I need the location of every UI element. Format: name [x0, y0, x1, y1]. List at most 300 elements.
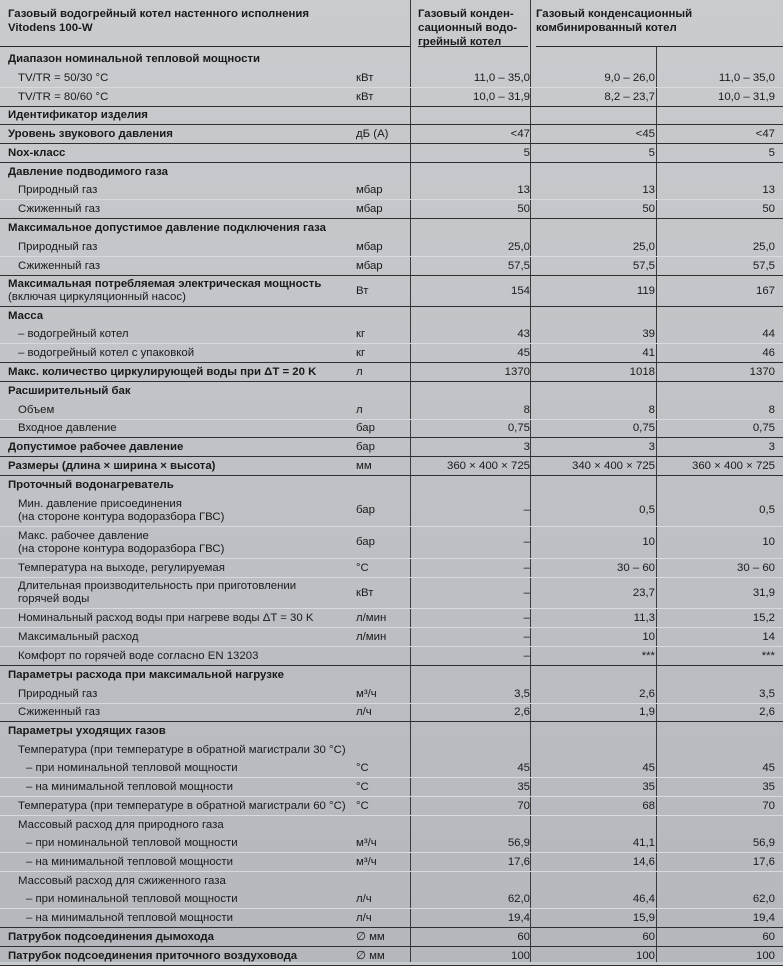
- row-label: [8, 559, 348, 577]
- value-combi-2: 10: [762, 536, 775, 548]
- table-row: [0, 257, 783, 276]
- value-condensing: 1370: [504, 365, 530, 378]
- row-unit: [356, 722, 416, 741]
- row-label: [8, 382, 348, 401]
- value-combi-2: 13: [762, 184, 775, 196]
- table-row: [0, 495, 783, 527]
- value-combi-2: [661, 476, 775, 495]
- header-col2-line2: сационный водо-: [418, 22, 518, 34]
- table-row: [0, 182, 783, 200]
- row-label: [8, 853, 348, 871]
- row-unit: °С: [356, 799, 369, 812]
- table-row: [0, 219, 783, 238]
- row-label-text: Патрубок подсоединения приточного воздуховода: [8, 949, 298, 962]
- row-unit: [356, 476, 416, 495]
- value-combi-2: [661, 816, 775, 834]
- row-unit: [356, 163, 416, 182]
- value-combi-2: ***: [761, 649, 775, 662]
- value-combi-2: 100: [755, 949, 775, 962]
- table-row: [0, 890, 783, 909]
- value-combi-2: 45: [762, 761, 775, 774]
- table-row: [0, 163, 783, 182]
- row-label: [8, 182, 348, 199]
- value-combi-1: 0,5: [639, 504, 655, 516]
- value-combi-1: 41: [642, 346, 655, 359]
- value-combi-1: 100: [635, 949, 655, 962]
- table-row: [0, 88, 783, 107]
- value-condensing: 56,9: [507, 836, 530, 849]
- value-condensing: [418, 741, 530, 759]
- row-unit: кВт: [356, 71, 374, 84]
- row-label: [8, 420, 348, 437]
- row-label: [8, 125, 348, 143]
- value-combi-2: 35: [762, 780, 775, 793]
- value-condensing: 13: [517, 184, 530, 196]
- value-condensing: 70: [517, 799, 530, 812]
- row-label: [8, 219, 348, 238]
- row-unit: [356, 50, 416, 69]
- value-condensing: –: [523, 586, 530, 599]
- table-row: [0, 420, 783, 438]
- value-condensing: –: [523, 504, 530, 516]
- value-combi-2: 2,6: [759, 706, 775, 718]
- row-unit: [356, 107, 416, 124]
- value-combi-1: 8,2 – 23,7: [604, 90, 655, 103]
- row-unit: [356, 307, 416, 325]
- row-unit: м³/ч: [356, 855, 377, 868]
- row-unit: °С: [356, 561, 369, 574]
- header-col3-line2: комбинированный котел: [536, 22, 677, 34]
- value-combi-1: [535, 476, 655, 495]
- row-label: [8, 50, 348, 69]
- table-row: [0, 872, 783, 890]
- row-label: [8, 363, 348, 381]
- table-row: [0, 200, 783, 219]
- table-row: [0, 238, 783, 257]
- value-combi-2: 70: [762, 799, 775, 812]
- table-row: [0, 741, 783, 759]
- value-condensing: 45: [517, 761, 530, 774]
- row-unit: [356, 666, 416, 685]
- table-row: [0, 457, 783, 476]
- row-label-text: Допустимое рабочее давление: [8, 440, 184, 453]
- row-label-text: – водогрейный котел: [18, 327, 129, 340]
- value-condensing: –: [523, 611, 530, 624]
- row-label-line2: (на стороне контура водоразбора ГВС): [18, 510, 225, 523]
- row-unit: м³/ч: [356, 687, 377, 700]
- row-unit: мбар: [356, 184, 383, 196]
- row-unit: Вт: [356, 284, 369, 297]
- value-combi-2: 8: [768, 403, 775, 416]
- row-label-text: Проточный водонагреватель: [8, 479, 174, 491]
- row-label: [8, 778, 348, 796]
- value-combi-1: [535, 382, 655, 401]
- table-row: [0, 50, 783, 69]
- value-condensing: 100: [510, 949, 530, 962]
- row-label: [8, 704, 348, 721]
- value-combi-2: 10,0 – 31,9: [717, 90, 775, 103]
- value-combi-1: 57,5: [632, 259, 655, 272]
- value-condensing: [418, 107, 530, 124]
- value-combi-1: 25,0: [632, 240, 655, 253]
- value-combi-2: 31,9: [752, 586, 775, 599]
- value-combi-2: 30 – 60: [736, 561, 775, 574]
- value-condensing: 0,75: [507, 422, 530, 434]
- row-unit: [356, 647, 416, 665]
- value-condensing: [418, 722, 530, 741]
- row-label-text: Идентификатор изделия: [8, 109, 148, 121]
- table-row: [0, 909, 783, 928]
- row-label: [8, 163, 348, 182]
- header-col3-line1: Газовый конденсационный: [536, 8, 693, 20]
- table-row: [0, 609, 783, 628]
- value-condensing: 11,0 – 35,0: [473, 71, 530, 84]
- value-condensing: [418, 476, 530, 495]
- value-condensing: 17,6: [507, 855, 530, 868]
- row-unit: бар: [356, 422, 375, 434]
- value-combi-2: 57,5: [752, 259, 775, 272]
- row-label-text: Nox-класс: [8, 146, 66, 159]
- header-col2-line1: Газовый конден-: [418, 8, 514, 20]
- row-label-text: Максимальное допустимое давление подключения газа: [8, 222, 327, 234]
- row-label: [8, 647, 348, 665]
- value-combi-1: 10: [642, 536, 655, 548]
- row-unit: [356, 741, 416, 759]
- row-label: [8, 890, 348, 908]
- table-row: [0, 834, 783, 853]
- row-label-line2: (включая циркуляционный насос): [8, 291, 186, 303]
- header-underline: [0, 46, 410, 47]
- value-combi-2: [661, 107, 775, 124]
- row-unit: мбар: [356, 259, 383, 272]
- value-combi-2: 15,2: [752, 611, 775, 624]
- value-condensing: 19,4: [507, 911, 530, 924]
- row-label: [8, 928, 348, 946]
- value-condensing: 45: [517, 346, 530, 359]
- table-row: [0, 125, 783, 144]
- row-label: [8, 200, 348, 218]
- value-combi-1: 119: [636, 284, 655, 297]
- row-label: [8, 107, 348, 124]
- value-condensing: 360 × 400 × 725: [447, 459, 530, 472]
- row-label: [8, 257, 348, 275]
- value-combi-1: [535, 872, 655, 890]
- value-combi-2: 1370: [749, 365, 775, 378]
- row-label: [8, 344, 348, 362]
- row-label-text: Природный газ: [18, 687, 98, 700]
- row-label: [8, 401, 348, 419]
- row-label: [8, 88, 348, 106]
- value-combi-2: 50: [762, 202, 775, 215]
- value-condensing: [418, 382, 530, 401]
- row-label-text: Размеры (длина × ширина × высота): [8, 459, 216, 472]
- row-unit: кг: [356, 346, 366, 359]
- row-label: [8, 578, 348, 608]
- value-condensing: 3: [523, 440, 530, 453]
- value-combi-1: 45: [642, 761, 655, 774]
- value-combi-2: 0,75: [752, 422, 775, 434]
- row-label-text: Параметры расхода при максимальной нагрузке: [8, 669, 284, 681]
- row-label-line1: Максимальная потребляемая электрическая мощность: [8, 278, 322, 290]
- row-label-text: Природный газ: [18, 240, 98, 253]
- value-combi-1: 0,75: [632, 422, 655, 434]
- value-combi-1: [535, 741, 655, 759]
- row-label-text: – при номинальной тепловой мощности: [26, 892, 238, 905]
- row-label-text: Температура (при температуре в обратной магистрали 60 °С): [18, 799, 346, 812]
- value-condensing: –: [523, 561, 530, 574]
- row-unit: [356, 872, 416, 890]
- table-row: [0, 325, 783, 344]
- value-combi-1: 2,6: [639, 687, 655, 700]
- value-combi-1: 3: [648, 440, 655, 453]
- value-combi-1: [535, 163, 655, 182]
- row-label-text: Сжиженный газ: [18, 706, 101, 718]
- value-condensing: –: [523, 536, 530, 548]
- value-combi-2: [661, 50, 775, 69]
- value-combi-2: 11,0 – 35,0: [718, 71, 775, 84]
- value-condensing: [418, 163, 530, 182]
- value-combi-1: [535, 50, 655, 69]
- table-row: [0, 578, 783, 609]
- value-combi-1: [535, 307, 655, 325]
- row-label-text: Природный газ: [18, 184, 98, 196]
- row-label: [8, 238, 348, 256]
- value-combi-2: [661, 722, 775, 741]
- table-row: [0, 307, 783, 325]
- value-condensing: 10,0 – 31,9: [472, 90, 530, 103]
- value-condensing: –: [523, 630, 530, 643]
- value-condensing: [418, 666, 530, 685]
- table-row: [0, 344, 783, 363]
- value-combi-2: 5: [768, 146, 775, 159]
- value-combi-1: 46,4: [632, 892, 655, 905]
- row-label-text: Объем: [18, 403, 55, 416]
- row-label: [8, 527, 348, 558]
- row-unit: °С: [356, 761, 369, 774]
- value-combi-1: 50: [642, 202, 655, 215]
- value-combi-2: 14: [762, 630, 775, 643]
- table-row: [0, 947, 783, 966]
- row-label: [8, 325, 348, 343]
- value-condensing: 8: [523, 403, 530, 416]
- value-combi-1: 13: [642, 184, 655, 196]
- row-label: [8, 947, 348, 965]
- table-row: [0, 69, 783, 88]
- row-label-text: Номинальный расход воды при нагреве воды ΔT = 30 K: [18, 611, 314, 624]
- row-label-text: Температура на выходе, регулируемая: [18, 561, 225, 574]
- row-label-text: Давление подводимого газа: [8, 166, 168, 178]
- row-unit: л/ч: [356, 892, 372, 905]
- row-label: [8, 666, 348, 685]
- row-unit: ∅ мм: [356, 930, 385, 943]
- value-combi-1: [535, 816, 655, 834]
- value-combi-1: [535, 107, 655, 124]
- value-combi-1: [535, 722, 655, 741]
- value-combi-1: 1,9: [639, 706, 655, 718]
- value-combi-1: 9,0 – 26,0: [604, 71, 655, 84]
- row-unit: [356, 382, 416, 401]
- row-label: [8, 741, 348, 759]
- row-label-text: Комфорт по горячей воде согласно EN 13203: [18, 649, 259, 662]
- table-row: [0, 438, 783, 457]
- row-label: [8, 759, 348, 777]
- table-row: [0, 527, 783, 559]
- value-condensing: [418, 50, 530, 69]
- value-condensing: 60: [517, 930, 530, 943]
- value-combi-1: 30 – 60: [616, 561, 655, 574]
- row-label: [8, 722, 348, 741]
- value-combi-1: 340 × 400 × 725: [572, 459, 655, 472]
- value-combi-2: 3,5: [759, 687, 775, 700]
- row-label-text: – на минимальной тепловой мощности: [26, 911, 233, 924]
- value-combi-2: 46: [762, 346, 775, 359]
- table-row: [0, 853, 783, 872]
- table-row: [0, 722, 783, 741]
- value-combi-1: 39: [642, 327, 655, 340]
- row-label-line1: Длительная производительность при приготовлении: [18, 580, 297, 592]
- value-condensing: 50: [517, 202, 530, 215]
- value-condensing: [418, 872, 530, 890]
- table-row: [0, 628, 783, 647]
- table-row: [0, 685, 783, 704]
- row-label-text: Масса: [8, 309, 44, 322]
- value-combi-1: 8: [648, 403, 655, 416]
- value-combi-2: 56,9: [752, 836, 775, 849]
- value-combi-1: 68: [642, 799, 655, 812]
- value-condensing: 35: [517, 780, 530, 793]
- row-label: [8, 144, 348, 162]
- row-unit: кг: [356, 327, 366, 340]
- row-unit: м³/ч: [356, 836, 377, 849]
- value-combi-1: <45: [635, 127, 655, 140]
- row-unit: °С: [356, 780, 369, 793]
- value-condensing: 2,6: [514, 706, 530, 718]
- row-label: [8, 685, 348, 703]
- row-label: [8, 276, 348, 306]
- row-unit: [356, 816, 416, 834]
- row-unit: л/ч: [356, 706, 372, 718]
- row-label: [8, 438, 348, 456]
- row-label: [8, 797, 348, 815]
- row-label-text: TV/TR = 80/60 °C: [18, 90, 109, 103]
- value-combi-2: [661, 163, 775, 182]
- row-label-text: Температура (при температуре в обратной магистрали 30 °С): [18, 743, 346, 756]
- row-label: [8, 872, 348, 890]
- value-condensing: 25,0: [507, 240, 530, 253]
- value-combi-2: [661, 307, 775, 325]
- row-label-text: TV/TR = 50/30 °C: [18, 71, 109, 84]
- value-combi-2: [661, 741, 775, 759]
- table-row: [0, 816, 783, 834]
- value-combi-2: 17,6: [752, 855, 775, 868]
- value-condensing: 57,5: [507, 259, 530, 272]
- row-unit: л: [356, 403, 363, 416]
- row-unit: [356, 219, 416, 238]
- row-label: [8, 628, 348, 646]
- table-row: [0, 759, 783, 778]
- value-combi-2: [661, 666, 775, 685]
- value-condensing: 5: [523, 146, 530, 159]
- header-product-title: [8, 0, 403, 47]
- header-col-combi: [536, 0, 783, 47]
- row-label: [8, 609, 348, 627]
- value-combi-1: 35: [642, 780, 655, 793]
- row-label-text: Массовый расход для сжиженного газа: [18, 874, 226, 887]
- row-unit: л: [356, 365, 363, 378]
- row-unit: л/мин: [356, 611, 387, 624]
- row-unit: л/ч: [356, 911, 372, 924]
- header-col-condensing: [418, 0, 528, 47]
- table-row: [0, 107, 783, 125]
- row-unit: бар: [356, 440, 375, 453]
- row-label-text: Входное давление: [18, 422, 117, 434]
- row-label-line1: Макс. рабочее давление: [18, 529, 149, 542]
- value-combi-1: [535, 666, 655, 685]
- table-row: [0, 476, 783, 495]
- value-combi-2: 62,0: [752, 892, 775, 905]
- row-label: [8, 69, 348, 87]
- table-row: [0, 401, 783, 420]
- value-combi-1: 15,9: [632, 911, 655, 924]
- header-title-line2: Vitodens 100-W: [8, 22, 93, 34]
- row-label-text: – водогрейный котел с упаковкой: [18, 346, 195, 359]
- value-condensing: 43: [517, 327, 530, 340]
- row-label: [8, 909, 348, 927]
- row-label-text: Макс. количество циркулирующей воды при ΔT = 20 K: [8, 365, 317, 378]
- value-combi-2: [661, 382, 775, 401]
- row-label-line1: Мин. давление присоединения: [18, 497, 182, 510]
- row-label-text: Параметры уходящих газов: [8, 725, 166, 737]
- row-label: [8, 834, 348, 852]
- value-combi-2: 360 × 400 × 725: [692, 459, 775, 472]
- value-combi-2: 19,4: [752, 911, 775, 924]
- row-label-text: – при номинальной тепловой мощности: [26, 836, 238, 849]
- value-condensing: [418, 307, 530, 325]
- value-combi-1: [535, 219, 655, 238]
- value-condensing: 154: [510, 284, 530, 297]
- row-label-text: Сжиженный газ: [18, 202, 101, 215]
- table-row: [0, 647, 783, 666]
- row-label-text: Уровень звукового давления: [8, 127, 173, 140]
- value-combi-1: 23,7: [632, 586, 655, 599]
- value-combi-1: 5: [648, 146, 655, 159]
- value-combi-2: [661, 872, 775, 890]
- row-label: [8, 457, 348, 475]
- row-label-text: Сжиженный газ: [18, 259, 101, 272]
- row-label-text: Массовый расход для природного газа: [18, 818, 224, 831]
- row-label: [8, 476, 348, 495]
- table-row: [0, 276, 783, 307]
- row-unit: дБ (А): [356, 127, 389, 140]
- value-combi-1: 60: [642, 930, 655, 943]
- row-unit: бар: [356, 504, 375, 516]
- value-combi-1: ***: [641, 649, 655, 662]
- row-label-text: – на минимальной тепловой мощности: [26, 780, 233, 793]
- value-combi-2: 25,0: [752, 240, 775, 253]
- row-label-line2: горячей воды: [18, 593, 90, 605]
- row-unit: мм: [356, 459, 372, 472]
- row-label: [8, 495, 348, 526]
- table-row: [0, 363, 783, 382]
- table-row: [0, 704, 783, 722]
- value-condensing: [418, 219, 530, 238]
- value-combi-2: 0,5: [759, 504, 775, 516]
- value-combi-1: 1018: [629, 365, 655, 378]
- value-combi-1: 11,3: [633, 611, 655, 624]
- row-label-text: – на минимальной тепловой мощности: [26, 855, 233, 868]
- row-unit: мбар: [356, 240, 383, 253]
- row-unit: л/мин: [356, 630, 387, 643]
